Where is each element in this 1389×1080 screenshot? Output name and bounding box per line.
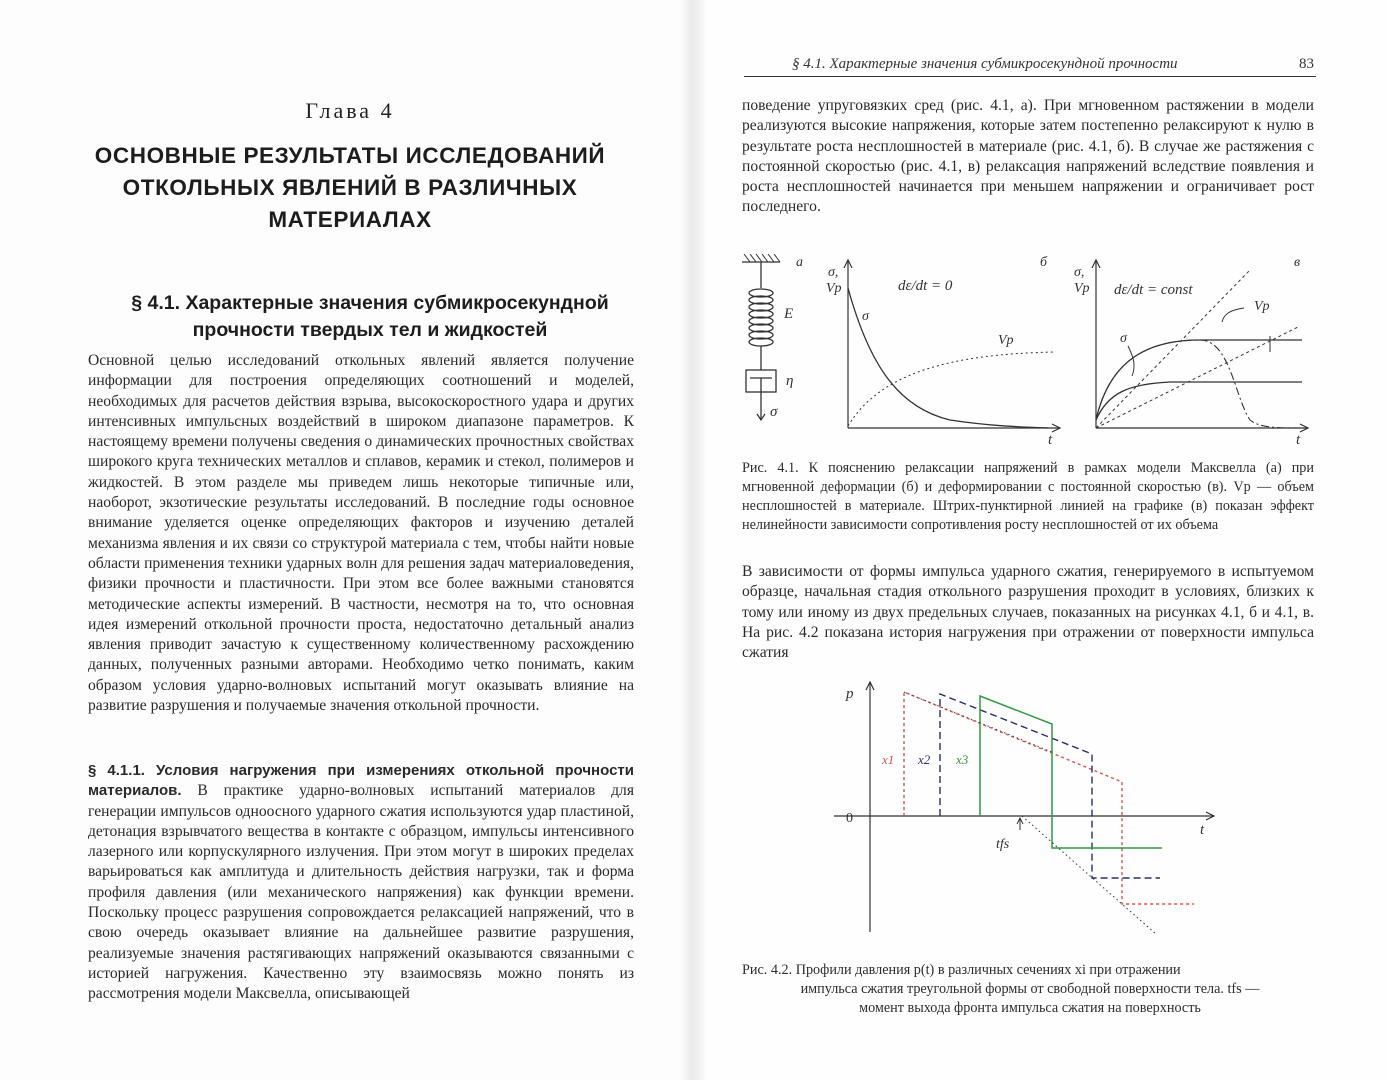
section-title: § 4.1. Характерные значения субмикросекундной прочности твердых тел и жидкостей	[131, 292, 609, 341]
spring-label-E: E	[784, 306, 794, 322]
fig2-dotted-extension	[1022, 816, 1156, 934]
fig1v-sigma-low	[1096, 382, 1302, 420]
fig2-tfs-label: tfs	[996, 837, 1010, 852]
subsection-heading: § 4.1.1. Условия нагружения при измерениях откольной прочности материалов.	[88, 762, 634, 800]
figure-4-1	[730, 248, 1320, 453]
fig2-zero-label: 0	[846, 811, 853, 826]
page-number: 83	[1299, 56, 1314, 72]
fig1v-vp-pointer	[1222, 308, 1244, 322]
fig1b-rate: dε/dt = 0	[898, 278, 953, 294]
dashpot-label-eta: η	[786, 373, 794, 389]
running-head-title: § 4.1. Характерные значения субмикросекундной прочности	[792, 56, 1178, 72]
fig2-dotted-top	[904, 692, 1052, 752]
fig1b-vp-label: Vp	[998, 333, 1014, 348]
fig1v-vp-label: Vp	[1254, 299, 1270, 314]
fig1v-sigma-high	[1096, 340, 1302, 420]
fig1v-axis-y: σ,	[1074, 265, 1085, 280]
fig1b-t-label: t	[1048, 432, 1053, 448]
chapter-number: Глава 4	[305, 98, 395, 123]
fig2-t-label: t	[1200, 822, 1205, 838]
fig1v-t-label: t	[1296, 432, 1301, 448]
fig1-label-v: в	[1294, 255, 1301, 270]
fig2-p-label: p	[846, 686, 854, 702]
caption2-line-2: импульса сжатия треугольной формы от свободной поверхности тела. tfs —	[800, 981, 1260, 997]
maxwell-model-diagram	[742, 254, 780, 420]
fig1v-sigma-label: σ	[1120, 331, 1127, 346]
caption2-line-3: момент выхода фронта импульса сжатия на поверхность	[859, 1000, 1201, 1016]
fig1b-axis-vp: Vp	[826, 281, 842, 296]
figure-4-2-caption	[742, 961, 1318, 1018]
fig1b-sigma-curve	[848, 288, 1048, 428]
fig1v-axis-vp: Vp	[1074, 281, 1090, 296]
right-paragraph-1: поведение упруговязких сред (рис. 4.1, а). При мгновенном растяжении в модели реализуются высокие напряжения, которые затем постепенно релаксируют к нулю в результате роста несплошностей в материале (рис. 4.1, б). В случае же растяжения с постоянной скоростью (рис. 4.1, в) релаксация напряжений вследствие появления и роста несплошностей начинается при меньшем напряжении и ограничивает рост последнего.	[742, 97, 1314, 216]
book-gutter	[680, 0, 708, 1080]
fig1b-vp-curve	[848, 352, 1055, 426]
fig2-x3-label: x3	[956, 752, 969, 767]
fig2-curve-x1	[904, 692, 1194, 904]
fig1-label-a: а	[796, 255, 803, 270]
right-paragraph-2: В зависимости от формы импульса ударного сжатия, генерируемого в испытуемом образце, начальная стадия откольного разрушения проходит в условиях, близких к тому или иному из двух предельных случаев, показанных на рисунках 4.1, б и 4.1, в. На рис. 4.2 показана история нагружения при отражении от поверхности импульса сжатия	[742, 563, 1314, 662]
fig1b-sigma-label: σ	[862, 309, 869, 324]
chapter-title: ОСНОВНЫЕ РЕЗУЛЬТАТЫ ИССЛЕДОВАНИЙ ОТКОЛЬНЫХ ЯВЛЕНИЙ В РАЗЛИЧНЫХ МАТЕРИАЛАХ	[94, 143, 606, 232]
fig2-curve-x3	[980, 696, 1162, 848]
figure-4-2	[830, 672, 1220, 948]
fig2-curve-x2	[940, 694, 1160, 878]
stress-label-sigma-a: σ	[770, 404, 778, 420]
fig1v-rate: dε/dt = const	[1114, 282, 1193, 298]
fig2-x1-label: x1	[882, 752, 895, 767]
left-paragraph-2-text: В практике ударно-волновых испытаний материалов для генерации импульсов одноосного ударного сжатия используются удар пластиной, детонация взрывчатого вещества в контакте с образцом, импульсы интенсивного лазерного или корпускулярного излучения. При этом могут в широких пределах варьироваться как амплитуда и длительность действия нагрузки, так и форма профиля давления (или механического напряжения) как функции времени. Поскольку процесс разрушения сопровождается релаксацией напряжений, что в свою очередь оказывает влияние на дальнейшее развитие разрушения, реализуемые значения растягивающих напряжений оказываются связанными с историей нагружения. Качественно эту взаимосвязь можно понять из рассмотрения модели Максвелла, описывающей	[88, 782, 634, 1003]
left-paragraph-1: Основной целью исследований откольных явлений является получение информации для построения определяющих соотношений и моделей, необходимых для расчетов действия взрыва, высокоскоростного удара и других интенсивных импульсных воздействий в широком диапазоне параметров. К настоящему времени получены сведения о динамических прочностных свойствах широкого круга технических металлов и сплавов, керамик и стекол, полимеров и жидкостей. В этом разделе мы приведем лишь некоторые типичные или, наоборот, экзотические результаты исследований. В последние годы основное внимание уделяется оценке определяющих факторов и изучению деталей механизма явления и их связи со структурой материала с тем, чтобы найти новые области применения техники ударных волн для решения задач материаловедения, физики прочности и пластичности. При этом все более важными становятся методические аспекты измерений. В частности, несмотря на то, что основная идея измерений откольной прочности проста, недостаточно детальный анализ явления приводит зачастую к существенному количественному расхождению данных, полученных разными авторами. Необходимо четко понимать, каким образом условия ударно-волновых испытаний могут оказывать влияние на развитие разрушения и получаемые значения откольной прочности.	[88, 352, 634, 715]
fig1-label-b: б	[1040, 255, 1048, 270]
fig1v-dashdot-curve	[1096, 340, 1302, 428]
figure-4-1-caption: Рис. 4.1. К пояснению релаксации напряжений в рамках модели Максвелла (а) при мгновенной деформации (б) и деформировании с постоянной скоростью (в). Vp — объем несплошностей в материале. Штрих-пунктирной линией на графике (в) показан эффект нелинейности зависимости сопротивления росту несплошностей от их объема	[742, 460, 1314, 533]
caption2-line-1: Рис. 4.2. Профили давления p(t) в различных сечениях xi при отражении	[742, 962, 1181, 978]
fig1b-axis-y: σ,	[828, 265, 839, 280]
left-paragraph-2	[88, 761, 634, 1005]
running-head	[744, 56, 1316, 77]
fig2-x2-label: x2	[918, 752, 931, 767]
